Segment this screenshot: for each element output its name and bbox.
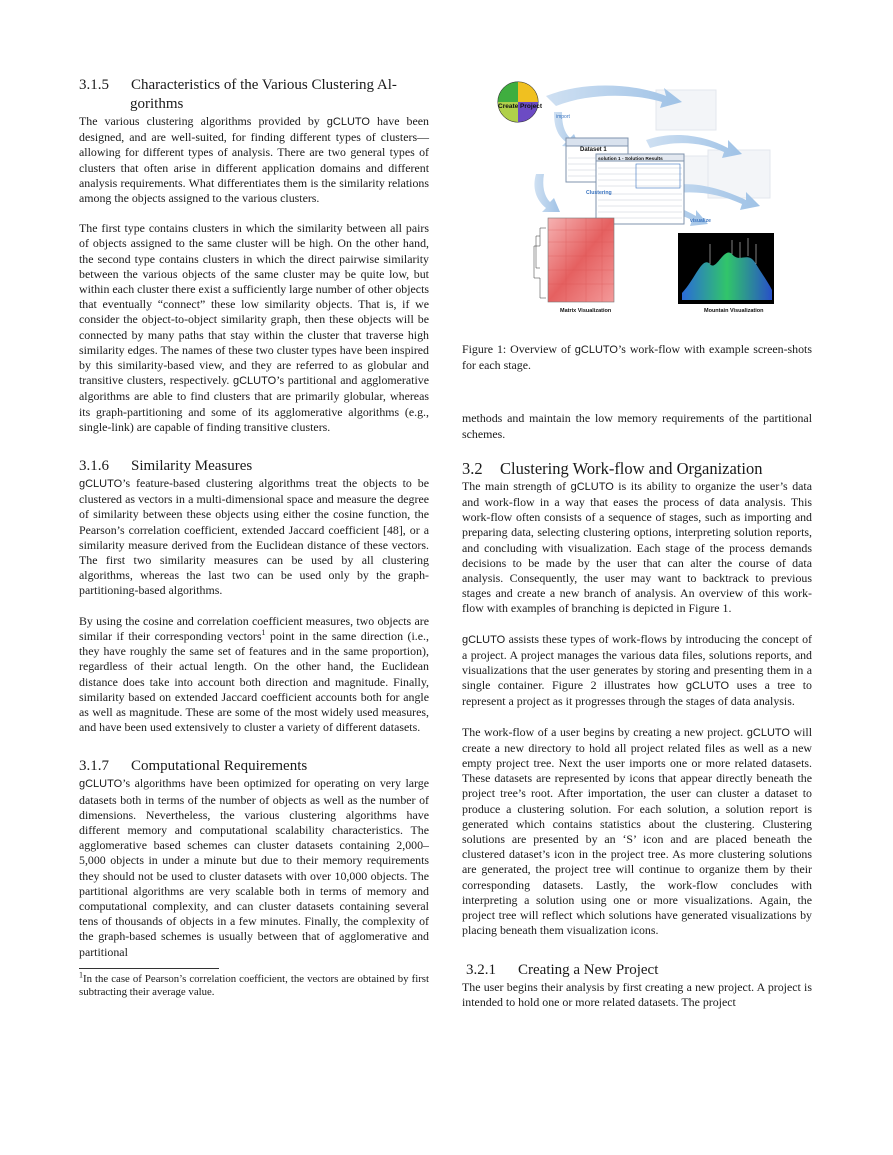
section-3-1-5-heading: 3.1.5 Characteristics of the Various Clustering Al- xyxy=(79,77,397,93)
paragraph-continued: methods and maintain the low memory requirements of the partitional schemes. xyxy=(462,411,812,441)
figure-caption: Figure 1: Overview of gCLUTO’s work-flow with example screen-shots for each stage. xyxy=(462,342,812,373)
paragraph-3-1-6-b: By using the cosine and correlation coefficient measures, two objects are similar if their corresponding vectors$^1$ point in the same direction (i.e., they have roughly the same set of features and in the same proportion), regardless of their actual length. On the other hand, the Euclidean distance does take into account both direction and magnitude. Finally, similarity based on extended Jaccard coefficient accounts both for angle as well as magnitude. These are some of the most widely used measures, and have been used extensively to cluster a variety of different datasets. xyxy=(79,613,429,735)
svg-text:import: import xyxy=(556,114,570,120)
arrow-icon xyxy=(534,174,560,212)
section-3-2-heading: 3.2 Clustering Work-flow and Organization xyxy=(462,458,763,478)
paragraph-3-1-5-a: The various clustering algorithms provided by gCLUTO have been designed, and are well-suited, for finding different types of clusters—allowing for different types of analysis. There are two general types of clusters that often arise in different application domains and different analysis requirements. What differentiates them is the similarity relations among the objects assigned to the various clusters. xyxy=(79,114,430,206)
svg-text:visualize: visualize xyxy=(690,218,711,224)
svg-text:Matrix Visualization: Matrix Visualization xyxy=(560,308,612,314)
section-3-1-5-heading-cont: gorithms xyxy=(130,96,184,112)
left-column xyxy=(79,76,429,1000)
create-project-icon xyxy=(498,82,538,122)
paragraph-3-1-7-a: gCLUTO’s algorithms have been optimized for operating on very large datasets both in terms of the number of objects as well as the number of dimensions. Nevertheless, the various clustering algorithms have different memory and computational scalability characteristics. The agglomerative based schemes can cluster datasets containing 2,000–5,000 objects in under a minute but due to their memory requirements they should not be used to cluster datasets with over 10,000 objects. The partitional algorithms are very scalable both in terms of memory and computational complexity, and can cluster datasets containing several tens of thousands of objects in a few minutes. Finally, the complexity of the graph-based schemes is usually between that of agglomerative and partitional xyxy=(79,776,429,959)
solution-window xyxy=(596,154,684,224)
workflow-diagram xyxy=(496,78,778,320)
right-column xyxy=(462,78,812,1010)
paragraph-3-1-5-b: The first type contains clusters in which the similarity between all pairs of objects assigned to the same cluster will be high. On the other hand, the second type contains clusters in which the direct pairwise similarity between the various objects of the same cluster may be quite low, but within each cluster there exist a sufficiently large number of other objects that eventually “connect” these low similarity objects. That is, if we consider the object-to-object similarity graph, then these objects will be connected by many paths that stay within the cluster that traverse high similarity edges. The names of these two cluster types have been inspired by this similarity-based view, and they are referred to as globular and transitive clusters, respectively. gCLUTO’s partitional and agglomerative algorithms are able to find clusters that are primarily globular, whereas its graph-partitioning and some of its agglomerative algorithms (e.g., single-link) are capable of finding transitive clusters. xyxy=(79,221,429,434)
svg-text:Clustering: Clustering xyxy=(586,190,612,196)
paragraph-3-2-a: The main strength of gCLUTO is its ability to organize the user’s data and work-flow in a way that eases the process of data analysis. This work-flow often consists of a sequence of stages, such as importing and preparing data, selecting clustering options, interpreting solution reports, and concluding with visualization. Each stage of the process demands decisions to be made by the user that can alter the course of data analysis. Consequently, the user may want to backtrack to previous stages and create a new branch of analysis. An overview of this work-flow with examples of branching is depicted in Figure 1. xyxy=(462,478,812,616)
svg-text:Dataset 1: Dataset 1 xyxy=(580,147,607,153)
svg-text:Mountain Visualization: Mountain Visualization xyxy=(704,308,764,314)
section-3-1-6-heading: 3.1.6 Similarity Measures xyxy=(79,458,253,475)
paragraph-3-2-b: gCLUTO assists these types of work-flows by introducing the concept of a project. A project manages the various data files, solutions reports, and visualizations that the user generates by storing and presenting them in a single container. Figure 2 illustrates how gCLUTO uses a tree to represent a project as it progresses through the stages of data analysis. xyxy=(462,631,812,709)
footnote-rule xyxy=(79,968,219,969)
footnote: $^1$In the case of Pearson’s correlation coefficient, the vectors are obtained by first subtracting their average value. xyxy=(79,970,429,999)
paragraph-3-2-1-a: The user begins their analysis by first creating a new project. A project is intended to hold one or more related datasets. The project xyxy=(462,979,812,1009)
svg-text:solution 1 - Solution Results: solution 1 - Solution Results xyxy=(598,157,663,162)
paragraph-3-2-c: The work-flow of a user begins by creating a new project. gCLUTO will create a new directory to hold all project related files as well as a new empty project tree. Next the user imports one or more related datasets. These datasets are represented by icons that appear directly beneath the project tree’s root. After importation, the user can cluster a dataset to produce a clustering solution. For each solution, a solution report is generated which contains statistics about the clustering. Clustering solutions are presented by an ‘S’ icon and are placed beneath the clustered dataset’s icon in the project tree. As more clustering solutions are generated, the project tree will continue to organize them by their corresponding datasets. Lastly, the work-flow concludes with interpreting a solution using one or more visualizations. Again, the project tree will reflect which solutions have generated visualizations by placing beneath them visualization icons. xyxy=(462,724,812,938)
mountain-visualization xyxy=(678,233,774,304)
workflow-figure xyxy=(496,78,778,320)
section-3-2-1-heading: 3.2.1 Creating a New Project xyxy=(466,961,659,978)
section-3-1-7-heading: 3.1.7 Computational Requirements xyxy=(79,758,308,775)
matrix-visualization xyxy=(534,218,614,302)
arrow-icon xyxy=(546,85,682,108)
svg-text:Create Project: Create Project xyxy=(498,103,543,110)
footnote-marker[interactable]: 1 xyxy=(261,627,266,637)
paragraph-3-1-6-a: gCLUTO’s feature-based clustering algorithms treat the objects to be clustered as vectors in a multi-dimensional space and measure the degree of similarity between these objects using either the cosine function, the Pearson’s correlation coefficient, extended Jaccard coefficient [48], or a similarity measure derived from the Euclidean distance of these vectors. The first two similarity measures can be used by all clustering algorithms, whereas the last two can be used only by the graph-partitioning-based algorithms. xyxy=(79,476,429,598)
